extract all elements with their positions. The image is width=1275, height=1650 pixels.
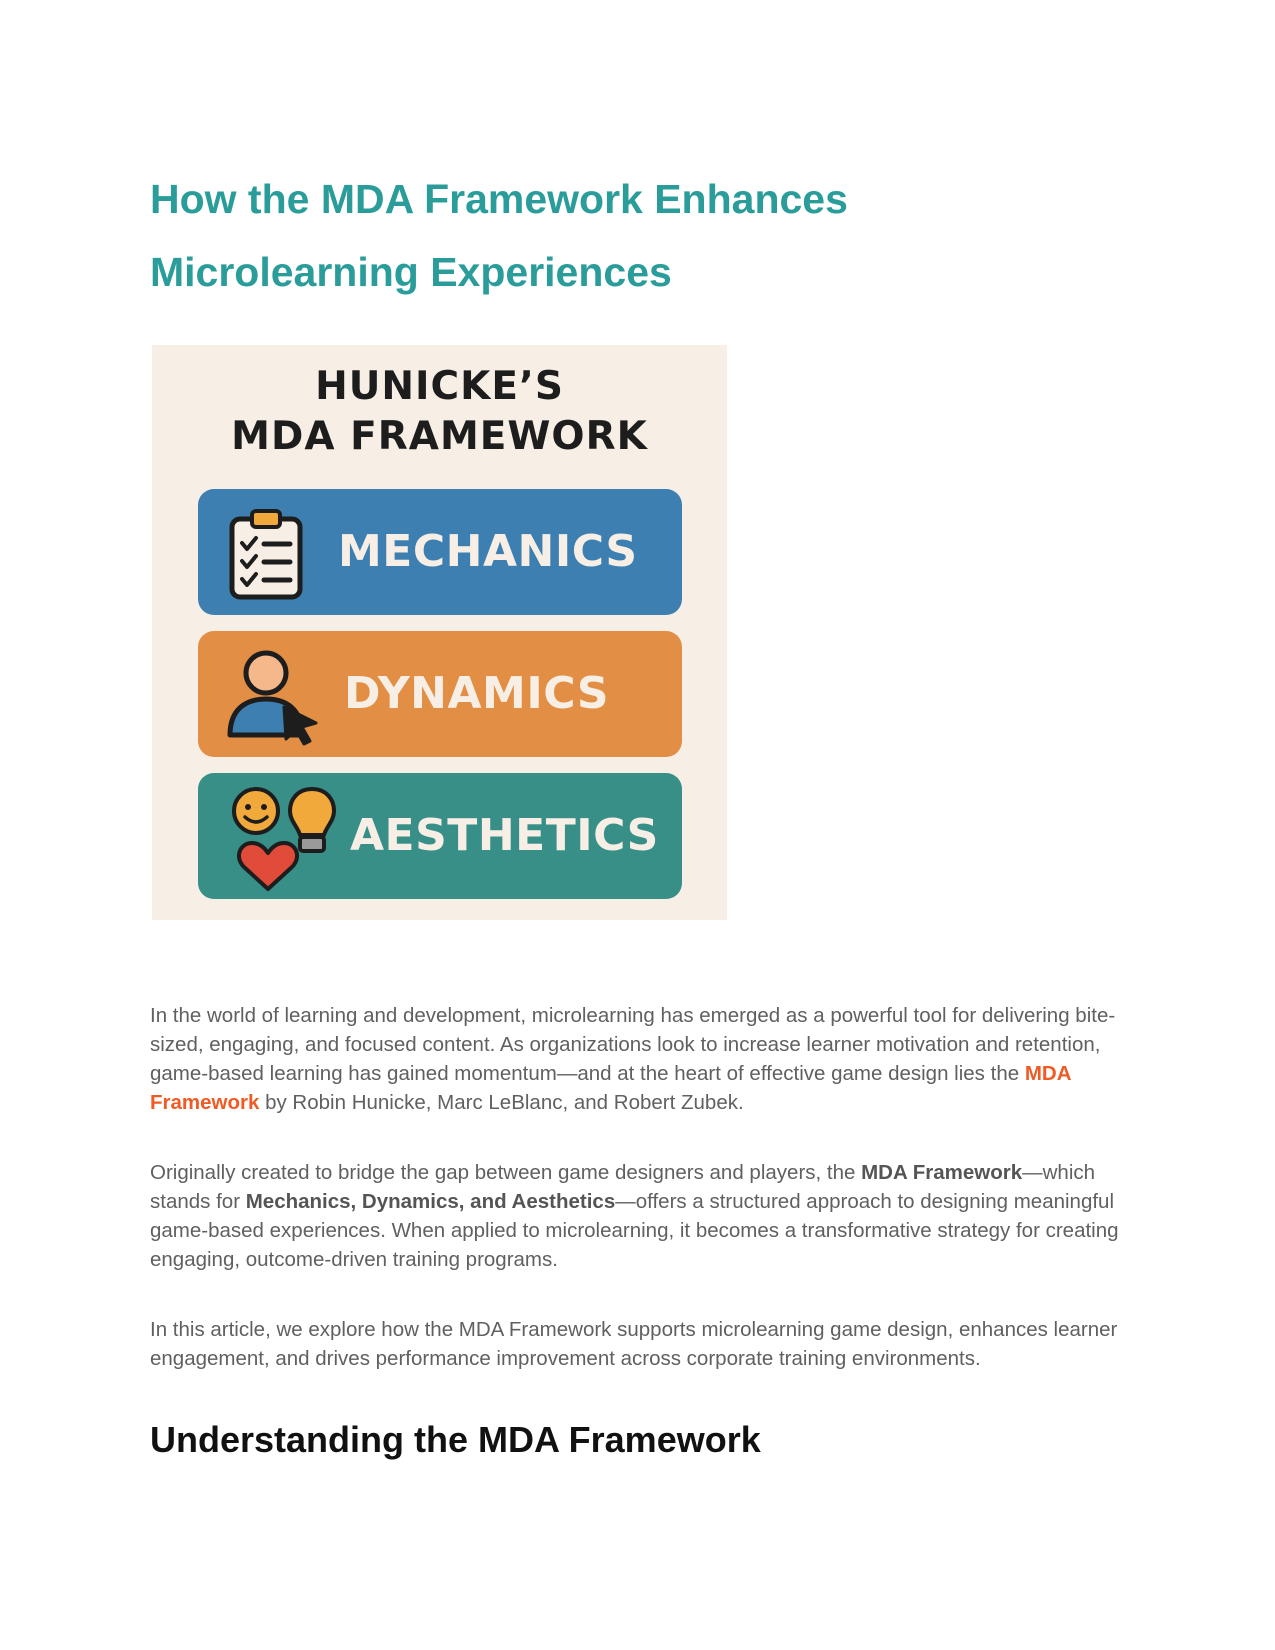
intro-text-after-link: by Robin Hunicke, Marc LeBlanc, and Robert Zubek. [259,1091,744,1114]
intro-paragraph [150,1001,1135,1117]
figure-heading-line-2: MDA FRAMEWORK [231,414,648,459]
intro-text-before-link: In the world of learning and development, microlearning has emerged as a powerful tool for delivering bite-sized, engaging, and focused content. As organizations look to increase learner motivation and retention, game-based learning has gained momentum—and at the heart of effective game design lies the [150,1004,1116,1085]
mda-framework-figure [152,345,727,920]
origin-text-part-3: —offers a structured approach to designing meaningful game-based experiences. When applied to microlearning, it becomes a transformative strategy for creating engaging, outcome-driven training programs. [150,1190,1119,1271]
aesthetics-band [198,773,682,899]
figure-heading-line-1: HUNICKE’S [315,364,564,409]
article-title [150,163,1150,309]
dynamics-band [198,631,682,757]
section-heading: Understanding the MDA Framework [150,1419,761,1460]
origin-paragraph [150,1158,1135,1274]
article-title-line-2: Microlearning Experiences [150,249,672,295]
clipboard-checklist-icon [226,505,306,601]
mechanics-label: MECHANICS [338,526,638,577]
article-scope-paragraph: In this article, we explore how the MDA Framework supports microlearning game design, enhances learner engagement, and drives performance improvement across corporate training environments. [150,1318,1118,1370]
mda-framework-link[interactable]: MDA Framework [150,1062,1071,1114]
origin-bold-mda-framework: MDA Framework [861,1161,1023,1184]
origin-text-part-1: Originally created to bridge the gap between game designers and players, the [150,1161,862,1184]
dynamics-label: DYNAMICS [344,668,610,719]
origin-text-part-2: —which stands for [150,1161,1096,1213]
aesthetics-label: AESTHETICS [350,810,659,861]
smiley-heart-bulb-icon [228,781,338,893]
user-cursor-icon [224,643,324,747]
origin-bold-mda-terms: Mechanics, Dynamics, and Aesthetics [245,1190,616,1213]
article-title-line-1: How the MDA Framework Enhances [150,176,848,222]
mechanics-band [198,489,682,615]
